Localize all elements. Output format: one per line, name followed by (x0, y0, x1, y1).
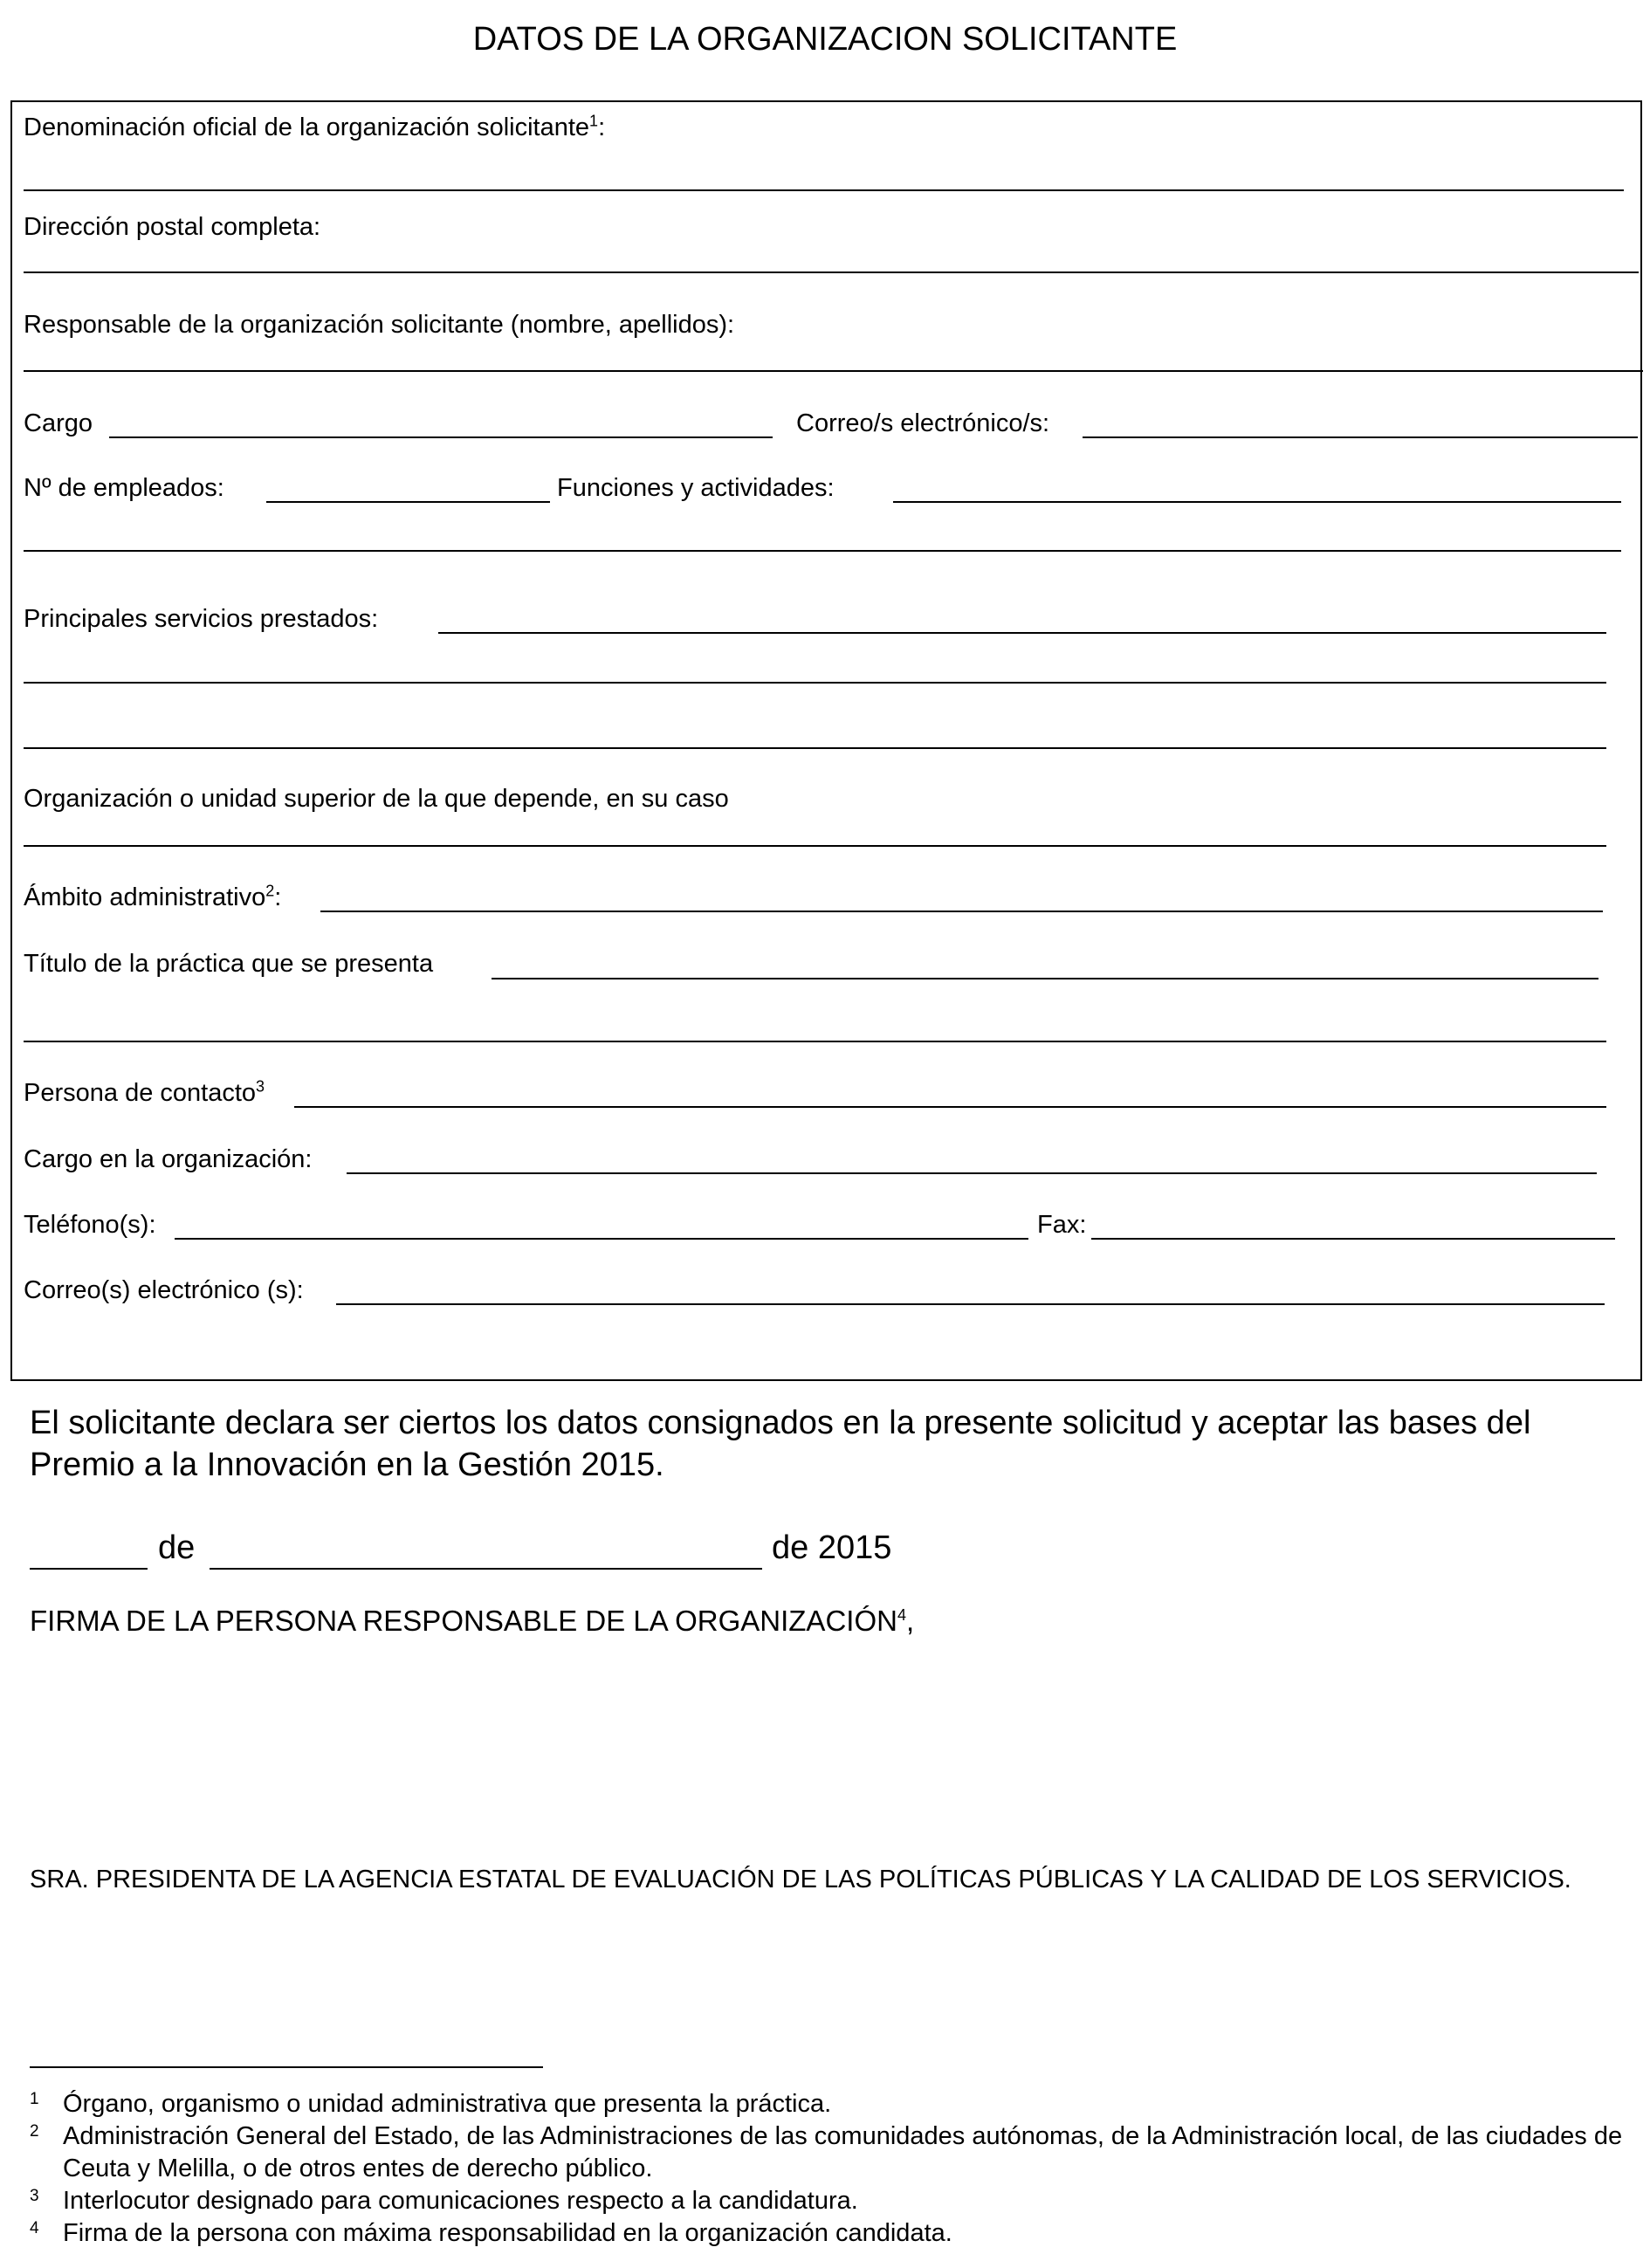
field-contacto[interactable] (294, 1106, 1606, 1108)
field-unidad-superior[interactable] (24, 845, 1606, 847)
field-titulo-practica-cont[interactable] (24, 1041, 1606, 1042)
label-correo-contacto: Correo(s) electrónico (s): (24, 1276, 304, 1304)
field-direccion[interactable] (24, 271, 1639, 273)
footnote-number-3: 3 (30, 2187, 39, 2205)
field-servicios-cont-2[interactable] (24, 747, 1606, 749)
declaration-text: El solicitante declara ser ciertos los datos consignados en la presente solicitud y aceptar las bases del Premio a la Innovación en la Gestión 2015. (30, 1405, 1531, 1483)
field-funciones-cont[interactable] (24, 550, 1621, 552)
label-servicios: Principales servicios prestados: (24, 605, 379, 633)
footnote-number-1: 1 (30, 2090, 39, 2108)
footnote-separator (30, 2066, 543, 2068)
label-contacto: Persona de contacto$^3$ (24, 1077, 265, 1107)
firma-label: FIRMA DE LA PERSONA RESPONSABLE DE LA ORGANIZACIÓN$^4$, (30, 1605, 915, 1637)
field-servicios-cont-1[interactable] (24, 682, 1606, 684)
date-de-1: de (158, 1529, 196, 1566)
recipient-text: SRA. PRESIDENTA DE LA AGENCIA ESTATAL DE EVALUACIÓN DE LAS POLÍTICAS PÚBLICAS Y LA CALIDAD DE LOS SERVICIOS. (30, 1866, 1571, 1893)
label-ambito: Ámbito administrativo$^2$: (24, 882, 282, 911)
field-telefono[interactable] (175, 1238, 1028, 1240)
field-fax[interactable] (1091, 1238, 1615, 1240)
form-box (10, 100, 1642, 1381)
label-denominacion: Denominación oficial de la organización solicitante$^1$: (24, 112, 606, 141)
label-responsable: Responsable de la organización solicitante (nombre, apellidos): (24, 311, 735, 339)
label-cargo: Cargo (24, 409, 93, 437)
label-telefono: Teléfono(s): (24, 1211, 156, 1239)
field-day[interactable] (30, 1568, 148, 1570)
field-cargo-org[interactable] (347, 1172, 1597, 1174)
field-correo-contacto[interactable] (336, 1303, 1605, 1305)
label-fax: Fax: (1037, 1211, 1087, 1239)
footnote-text-1: Órgano, organismo o unidad administrativa que presenta la práctica. (63, 2090, 832, 2118)
label-cargo-org: Cargo en la organización: (24, 1145, 313, 1173)
field-denominacion[interactable] (24, 189, 1624, 191)
field-month[interactable] (210, 1568, 762, 1570)
label-correos: Correo/s electrónico/s: (796, 409, 1050, 437)
page-title: DATOS DE LA ORGANIZACION SOLICITANTE (472, 21, 1178, 58)
label-empleados: Nº de empleados: (24, 474, 224, 502)
field-funciones[interactable] (893, 501, 1621, 503)
field-empleados[interactable] (266, 501, 550, 503)
field-titulo-practica[interactable] (492, 978, 1598, 979)
field-servicios[interactable] (438, 632, 1606, 634)
field-correos[interactable] (1083, 436, 1638, 438)
footnote-number-4: 4 (30, 2219, 39, 2237)
field-ambito[interactable] (320, 911, 1603, 912)
date-de-2: de 2015 (772, 1529, 892, 1566)
field-cargo[interactable] (109, 436, 773, 438)
label-titulo-practica: Título de la práctica que se presenta (24, 950, 434, 978)
label-direccion: Dirección postal completa: (24, 213, 321, 241)
footnote-text-2: Administración General del Estado, de las Administraciones de las comunidades autónomas, de la Administración local, de las ciudades de Ceuta y Melilla, o de otros entes de derecho público. (63, 2122, 1623, 2182)
label-unidad-superior: Organización o unidad superior de la que depende, en su caso (24, 785, 729, 813)
footnote-text-3: Interlocutor designado para comunicaciones respecto a la candidatura. (63, 2187, 858, 2215)
footnote-text-4: Firma de la persona con máxima responsabilidad en la organización candidata. (63, 2219, 952, 2247)
footnote-number-2: 2 (30, 2122, 39, 2141)
field-responsable[interactable] (24, 370, 1643, 372)
label-funciones: Funciones y actividades: (557, 474, 835, 502)
